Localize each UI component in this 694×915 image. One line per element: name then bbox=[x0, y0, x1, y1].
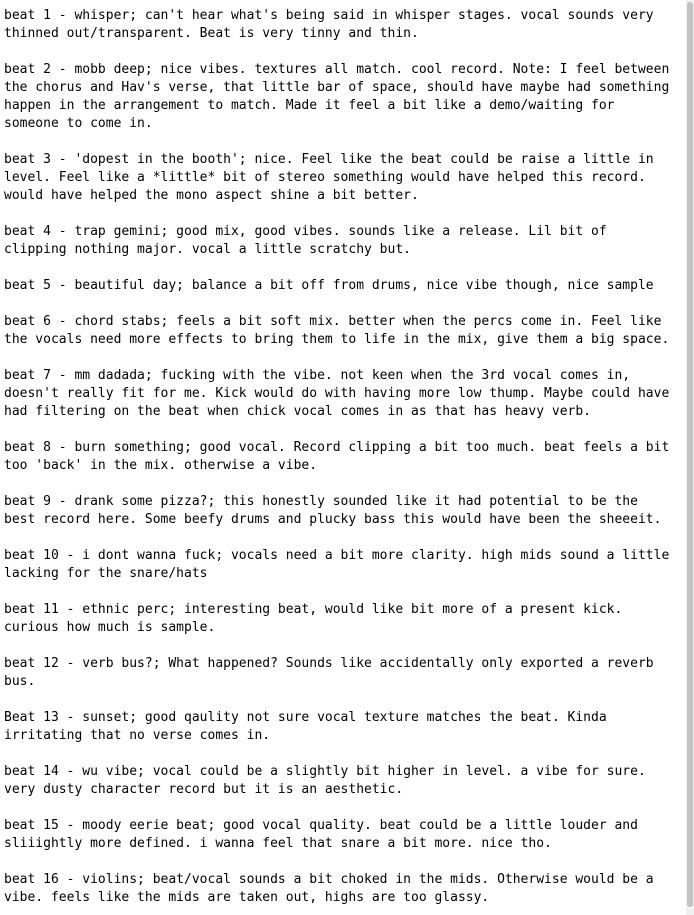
note-beat-10: beat 10 - i dont wanna fuck; vocals need a bit more clarity. high mids sound a little lacking for the snare/hats bbox=[4, 548, 670, 581]
note-beat-12: beat 12 - verb bus?; What happened? Sounds like accidentally only exported a reverb bus. bbox=[4, 656, 654, 689]
note-beat-11: beat 11 - ethnic perc; interesting beat, would like bit more of a present kick. curious how much is sample. bbox=[4, 602, 623, 635]
note-beat-2: beat 2 - mobb deep; nice vibes. textures all match. cool record. Note: I feel between the chorus and Hav's verse, that little bar of space, should have maybe had something happen in the arrangement to match. Made it feel a bit like a demo/waiting for someone to come in. bbox=[4, 62, 670, 131]
note-beat-5: beat 5 - beautiful day; balance a bit off from drums, nice vibe though, nice sample bbox=[4, 278, 654, 293]
note-beat-14: beat 14 - wu vibe; vocal could be a slightly bit higher in level. a vibe for sure. very dusty character record but it is an aesthetic. bbox=[4, 764, 646, 797]
note-beat-8: beat 8 - burn something; good vocal. Record clipping a bit too much. beat feels a bit too 'back' in the mix. otherwise a vibe. bbox=[4, 440, 670, 473]
note-beat-16: beat 16 - violins; beat/vocal sounds a bit choked in the mids. Otherwise would be a vibe. feels like the mids are taken out, highs are too glassy. bbox=[4, 872, 654, 905]
vertical-scrollbar[interactable] bbox=[686, 0, 694, 915]
note-beat-3: beat 3 - 'dopest in the booth'; nice. Feel like the beat could be raise a little in level. Feel like a *little* bit of stereo something would have helped this record. would have helped the mono aspect shine a bit better. bbox=[4, 152, 654, 203]
note-beat-4: beat 4 - trap gemini; good mix, good vibes. sounds like a release. Lil bit of clipping nothing major. vocal a little scratchy but. bbox=[4, 224, 607, 257]
scrollbar-thumb[interactable] bbox=[687, 2, 693, 907]
note-beat-1: beat 1 - whisper; can't hear what's being said in whisper stages. vocal sounds very thinned out/transparent. Beat is very tinny and thin. bbox=[4, 8, 654, 41]
note-beat-7: beat 7 - mm dadada; fucking with the vibe. not keen when the 3rd vocal comes in, doesn't really fit for me. Kick would do with having more low thump. Maybe could have had filtering on the beat when chick vocal comes in as that has heavy verb. bbox=[4, 368, 670, 419]
note-beat-6: beat 6 - chord stabs; feels a bit soft mix. better when the percs come in. Feel like the vocals need more effects to bring them to life in the mix, give them a big space. bbox=[4, 314, 670, 347]
note-beat-13: Beat 13 - sunset; good qaulity not sure vocal texture matches the beat. Kinda irritating that no verse comes in. bbox=[4, 710, 607, 743]
note-beat-9: beat 9 - drank some pizza?; this honestly sounded like it had potential to be the best record here. Some beefy drums and plucky bass this would have been the sheeeit. bbox=[4, 494, 662, 527]
note-beat-15: beat 15 - moody eerie beat; good vocal quality. beat could be a little louder and sliiightly more defined. i wanna feel that snare a bit more. nice tho. bbox=[4, 818, 638, 851]
